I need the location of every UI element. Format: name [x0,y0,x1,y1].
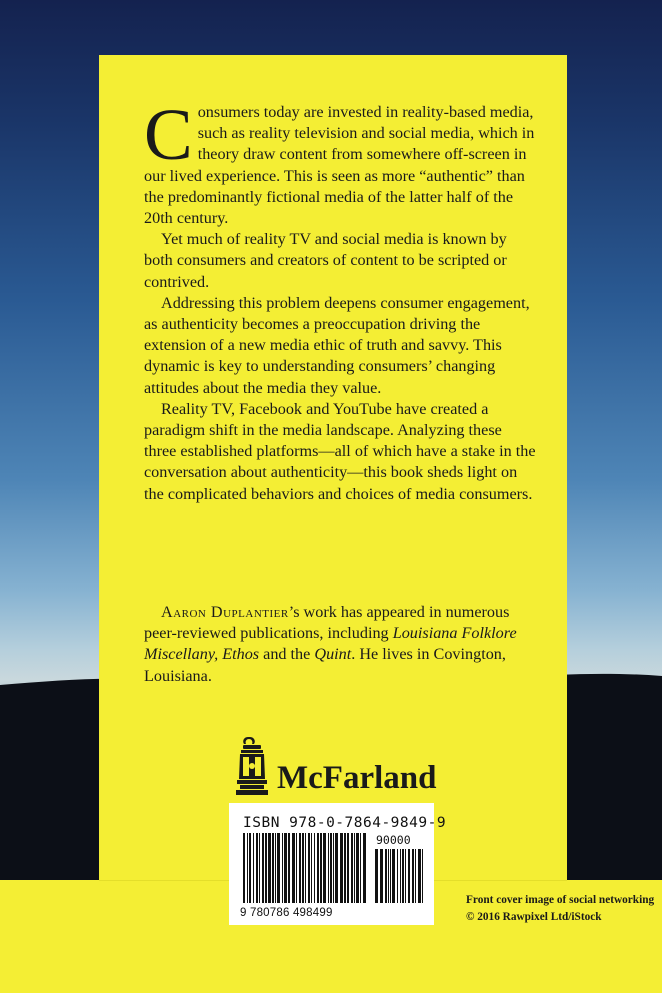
author-bio: Aaron Duplantier’s work has appeared in numerous peer-reviewed publications, including Louisiana Folklore Miscellany, Ethos and the Quint. He lives in Covington, Louisiana. [144,603,517,685]
barcode-stripe [356,833,359,903]
author-name: Aaron Duplantier [161,603,289,621]
book-description [144,94,537,505]
barcode-stripe [330,833,332,903]
barcode-stripe [397,849,398,903]
barcode-stripe [323,833,326,903]
barcode-stripe [249,833,251,903]
publisher-name: McFarland [277,760,437,796]
barcode-stripe [388,849,389,903]
barcode-stripe [422,849,423,903]
barcode-stripe [344,833,346,903]
barcode-stripe [314,833,315,903]
barcode-stripe [259,833,260,903]
barcode-stripe [302,833,304,903]
barcode-stripe [418,849,421,903]
barcode-stripe [317,833,319,903]
barcode-stripe [335,833,338,903]
barcode-stripe [262,833,264,903]
description-paragraph-2: Yet much of reality TV and social media is known by both consumers and creators of content to be scripted or contrived. [144,230,507,291]
barcode-stripe [268,833,271,903]
barcode-stripe [311,833,312,903]
barcode-stripe [405,849,406,903]
barcode-stripe [363,833,366,903]
barcode-stripe [392,849,395,903]
barcode-stripe [296,833,297,903]
price-addon-code: 90000 [376,833,411,847]
barcode-stripe [408,849,410,903]
drop-cap: C [144,94,193,175]
barcode-stripe [380,849,383,903]
barcode-stripe [351,833,353,903]
barcode-stripe [400,849,401,903]
barcode-stripe [328,833,329,903]
barcode-stripe [275,833,276,903]
barcode-stripe [390,849,391,903]
barcode-stripe [243,833,245,903]
barcode-stripe [402,849,404,903]
barcode-stripe [305,833,306,903]
barcode-stripe [292,833,295,903]
publication-title: Quint [314,645,352,664]
publisher-logo [234,735,444,797]
barcode-stripe [288,833,290,903]
publication-title: Louisiana Folklore Miscellany, Ethos [144,624,517,664]
isbn-number: ISBN 978-0-7864-9849-9 [243,815,447,831]
barcode-stripe [272,833,274,903]
cover-image-credit: Front cover image of social networking © 2016 Rawpixel Ltd/iStock [466,894,655,923]
description-paragraph-3: Addressing this problem deepens consumer engagement, as authenticity becomes a preoccupation driving the extension of a new media ethic of truth and savvy. This dynamic is key to understanding consumers’ changing attitudes about the media they value. [144,293,530,397]
barcode-stripe [282,833,283,903]
barcode-stripe [333,833,334,903]
barcode-label [229,803,447,925]
barcode-stripe [284,833,287,903]
barcode-stripe [385,849,387,903]
barcode-stripe [253,833,254,903]
description-paragraph-1: Consumers today are invested in reality-based media, such as reality television and social media, which in theory draw content from somewhere off-screen in our lived experience. This is seen as more “authentic” than the predominantly fictional media of the latter half of the 20th century. [144,94,535,228]
barcode-stripe [320,833,322,903]
barcode-stripe [247,833,248,903]
barcode-stripe [354,833,355,903]
barcode-stripe [265,833,267,903]
lantern-logo-icon [234,735,270,797]
description-paragraph-4: Reality TV, Facebook and YouTube have created a paradigm shift in the media landscape. Analyzing these three established platforms—all of which have a stake in the conversation about authenticity—this book sheds light on the complicated behaviors and choices of media consumers. [144,399,536,503]
barcode-stripe [277,833,280,903]
barcode-stripe [347,833,349,903]
barcode-stripe [412,849,414,903]
ean-digits: 9 780786 498499 [240,907,333,919]
barcode-stripe [256,833,258,903]
barcode-stripe [308,833,310,903]
barcode-stripe [360,833,361,903]
barcode-stripe [375,849,378,903]
barcode-stripe [299,833,301,903]
barcode-stripe [415,849,416,903]
barcode-stripe [340,833,343,903]
